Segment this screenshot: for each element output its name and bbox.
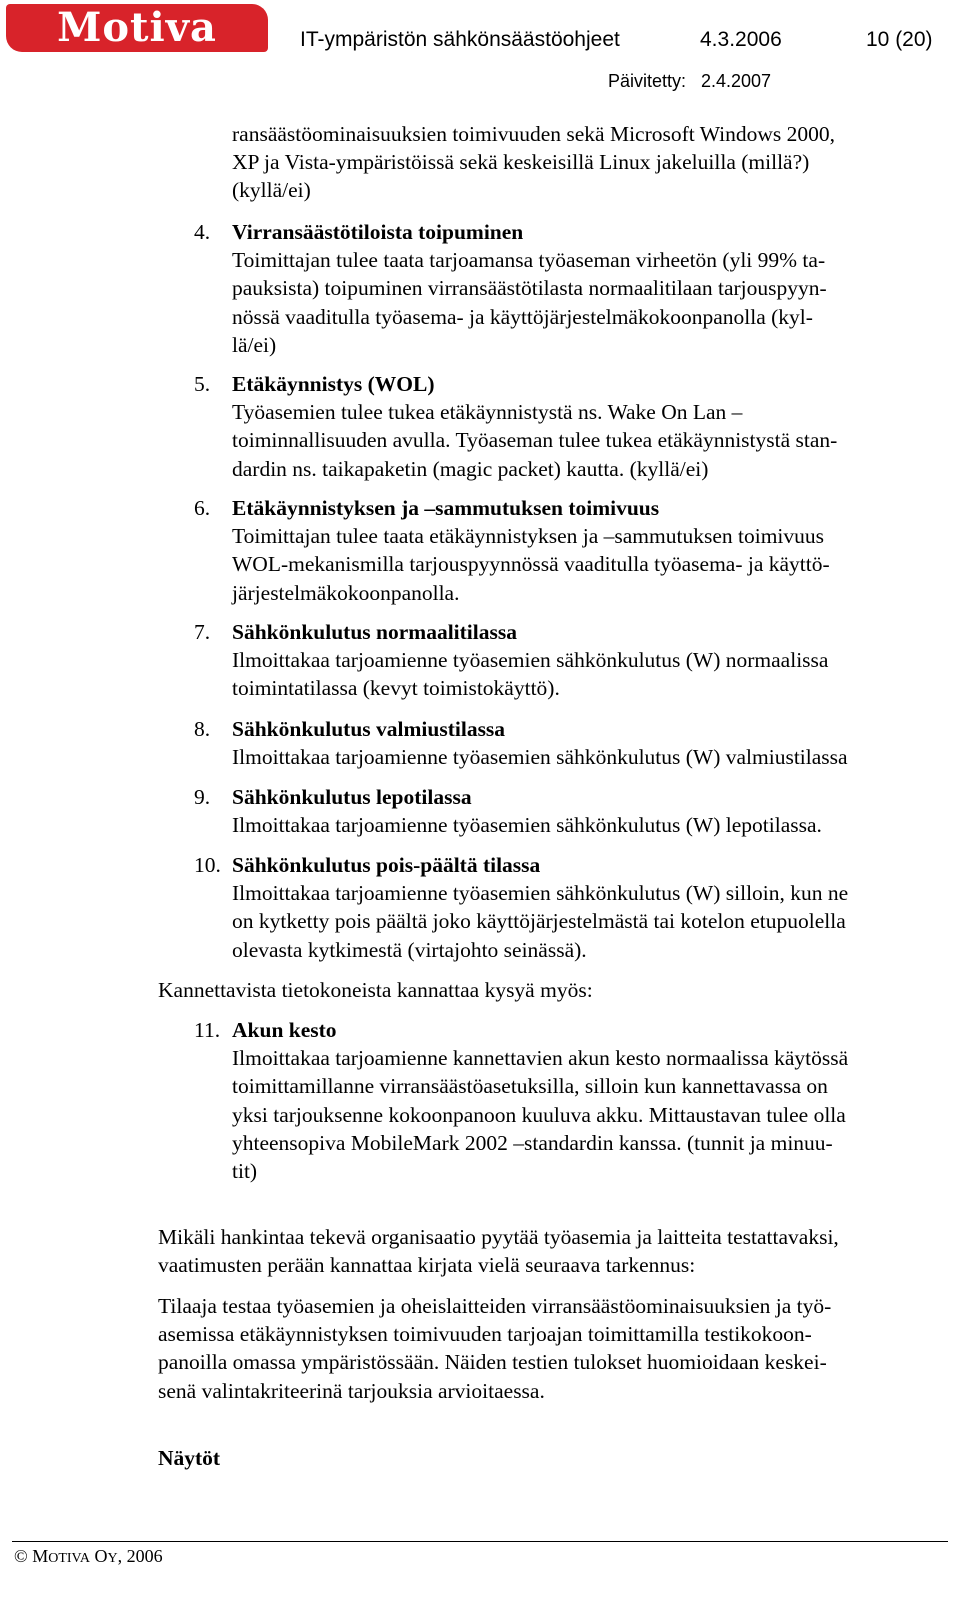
item-title: Etäkäynnistys (WOL) bbox=[232, 372, 435, 396]
updated-label: Päivitetty: bbox=[608, 71, 687, 91]
item-text-line: Ilmoittakaa tarjoamienne työasemien sähkönkulutus (W) silloin, kun ne bbox=[232, 881, 849, 906]
item-title: Sähkönkulutus lepotilassa bbox=[232, 785, 472, 809]
item-text-line: WOL-mekanismilla tarjouspyynnössä vaaditulla työasema- ja käyttö- bbox=[232, 552, 830, 577]
item-number: 10. bbox=[194, 853, 221, 877]
intro-line: XP ja Vista-ympäristöissä sekä keskeisillä Linux jakeluilla (millä?) bbox=[232, 150, 810, 175]
item-number: 7. bbox=[194, 620, 211, 644]
item-number: 4. bbox=[194, 220, 211, 244]
paragraph-line: asemissa etäkäynnistyksen toimivuuden tarjoajan toimittamilla testikokoon- bbox=[158, 1322, 812, 1347]
item-text-line: Ilmoittakaa tarjoamienne kannettavien akun kesto normaalissa käytössä bbox=[232, 1046, 849, 1071]
item-text-line: yhteensopiva MobileMark 2002 –standardin kanssa. (tunnit ja minuu- bbox=[232, 1130, 833, 1155]
item-text-line: Toimittajan tulee taata tarjoamansa työaseman virheetön (yli 99% ta- bbox=[232, 248, 826, 273]
item-number: 11. bbox=[194, 1018, 221, 1042]
footer bbox=[14, 1545, 163, 1570]
item-text-line: pauksista) toipuminen virransäästötilasta normaalitilaan tarjouspyyn- bbox=[232, 276, 827, 301]
item-text-line: dardin ns. taikapaketin (magic packet) kautta. (kyllä/ei) bbox=[232, 456, 709, 481]
item-text-line: Työasemien tulee tukea etäkäynnistystä ns. Wake On Lan – bbox=[232, 400, 743, 425]
item-text-line: Ilmoittakaa tarjoamienne työasemien sähkönkulutus (W) valmiustilassa bbox=[232, 745, 848, 770]
item-text-line: on kytketty pois päältä joko käyttöjärjestelmästä tai kotelon etupuolella bbox=[232, 909, 846, 934]
item-title: Sähkönkulutus valmiustilassa bbox=[232, 717, 506, 741]
item-text-line: toimintatilassa (kevyt toimistokäyttö). bbox=[232, 676, 560, 701]
item-title: Sähkönkulutus normaalitilassa bbox=[232, 620, 517, 644]
item-text-line: Ilmoittakaa tarjoamienne työasemien sähkönkulutus (W) normaalissa bbox=[232, 648, 829, 673]
paragraph-line: panoilla omassa ympäristössään. Näiden testien tulokset huomioidaan keskei- bbox=[158, 1350, 827, 1375]
item-title: Sähkönkulutus pois-päältä tilassa bbox=[232, 853, 541, 877]
footer-rule bbox=[12, 1541, 948, 1542]
intro-line: (kyllä/ei) bbox=[232, 178, 311, 203]
page-number: 10 (20) bbox=[866, 28, 933, 51]
org-o: O bbox=[94, 1546, 108, 1566]
logo-text: Motiva bbox=[57, 4, 217, 51]
org-otiva: OTIVA bbox=[48, 1551, 90, 1566]
laptops-intro: Kannettavista tietokoneista kannattaa kysyä myös: bbox=[158, 978, 593, 1002]
item-text-line: olevasta kytkimestä (virtajohto seinässä). bbox=[232, 937, 587, 962]
updated-date: 2.4.2007 bbox=[701, 71, 772, 91]
item-text-line: järjestelmäkokoonpanolla. bbox=[232, 580, 460, 605]
paragraph-line: senä valintakriteerinä tarjouksia arvioitaessa. bbox=[158, 1378, 545, 1403]
intro-line: ransäästöominaisuuksien toimivuuden sekä Microsoft Windows 2000, bbox=[232, 122, 836, 146]
item-text-line: lä/ei) bbox=[232, 332, 277, 357]
paragraph-line: Tilaaja testaa työasemien ja oheislaitteiden virransäästöominaisuuksien ja työ- bbox=[158, 1294, 832, 1318]
item-text-line: tit) bbox=[232, 1159, 258, 1183]
item-text-line: yksi tarjouksenne kokoonpanoon kuuluva akku. Mittaustavan tulee olla bbox=[232, 1102, 846, 1127]
item-number: 8. bbox=[194, 717, 211, 741]
section-heading: Näytöt bbox=[158, 1446, 221, 1470]
org-y: Y bbox=[107, 1551, 118, 1566]
paragraph-line: vaatimusten perään kannattaa kirjata vielä seuraava tarkennus: bbox=[158, 1253, 696, 1278]
item-title: Virransäästötiloista toipuminen bbox=[232, 220, 524, 244]
item-text-line: toimittamillanne virransäästöasetuksilla, silloin kun kannettavassa on bbox=[232, 1074, 828, 1099]
item-text-line: nössä vaaditulla työasema- ja käyttöjärjestelmäkokoonpanolla (kyl- bbox=[232, 304, 813, 329]
footer-year: , 2006 bbox=[117, 1546, 163, 1566]
doc-date: 4.3.2006 bbox=[700, 28, 782, 51]
copyright-symbol: © bbox=[14, 1546, 28, 1566]
org-m: M bbox=[32, 1546, 49, 1566]
item-text-line: toiminnallisuuden avulla. Työaseman tulee tukea etäkäynnistystä stan- bbox=[232, 428, 838, 453]
item-number: 6. bbox=[194, 496, 211, 520]
motiva-logo bbox=[6, 4, 268, 52]
item-text-line: Toimittajan tulee taata etäkäynnistyksen ja –sammutuksen toimivuus bbox=[232, 524, 825, 549]
item-title: Etäkäynnistyksen ja –sammutuksen toimivuus bbox=[232, 496, 660, 520]
item-number: 9. bbox=[194, 785, 211, 809]
item-text-line: Ilmoittakaa tarjoamienne työasemien sähkönkulutus (W) lepotilassa. bbox=[232, 813, 822, 838]
paragraph-line: Mikäli hankintaa tekevä organisaatio pyytää työasemia ja laitteita testattavaksi, bbox=[158, 1225, 839, 1249]
item-number: 5. bbox=[194, 372, 211, 396]
item-title: Akun kesto bbox=[232, 1018, 337, 1042]
doc-title: IT-ympäristön sähkönsäästöohjeet bbox=[300, 28, 620, 51]
